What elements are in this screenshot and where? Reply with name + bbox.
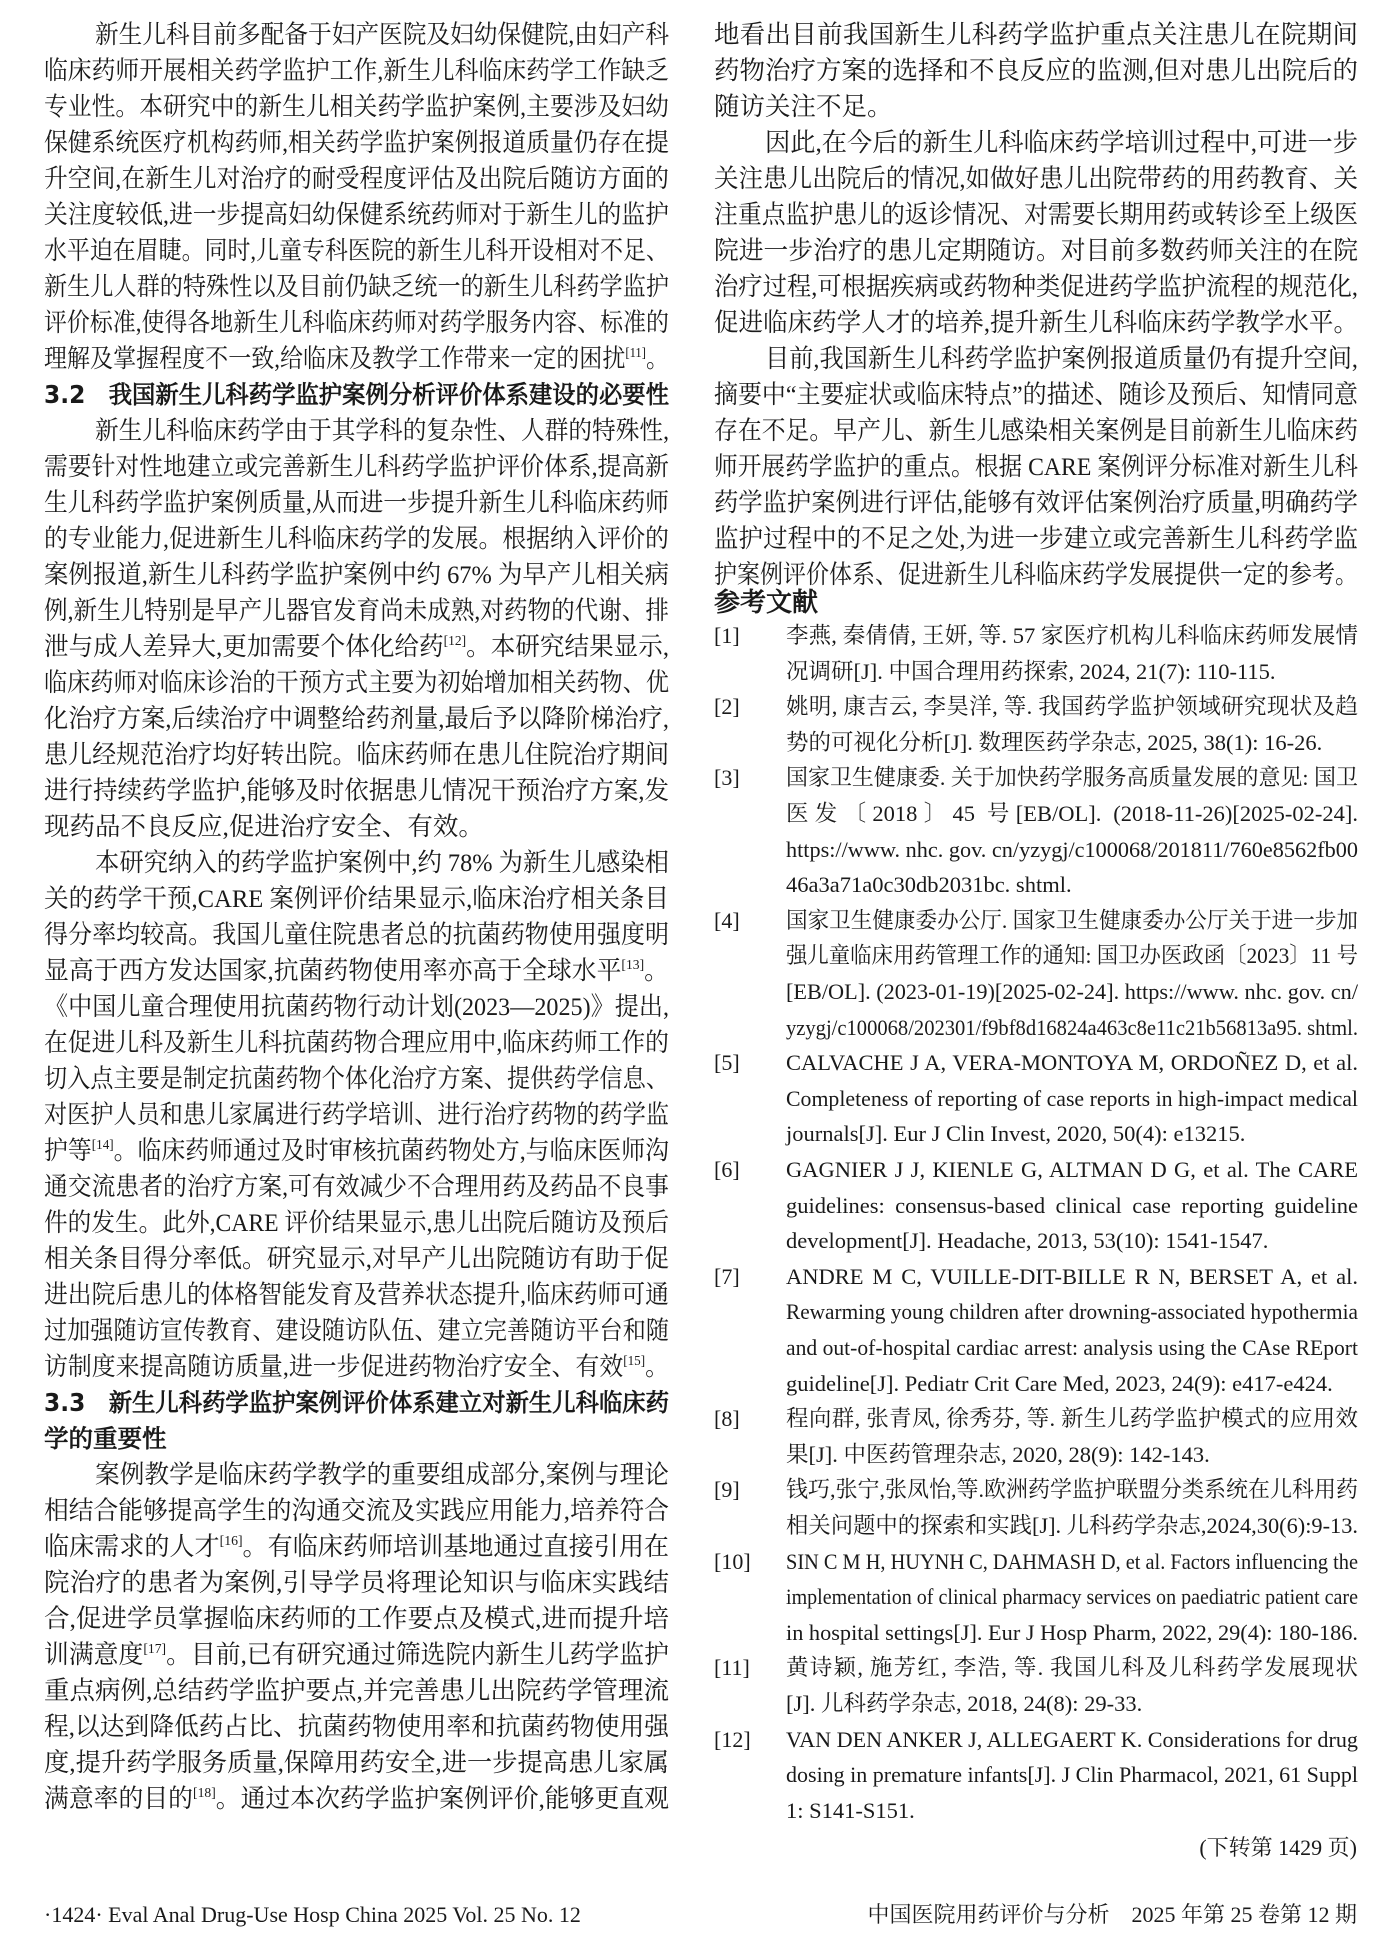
text-line [44,1745,669,1781]
reference-text-line: 相关问题中的探索和实践[J]. 儿科药学杂志,2024,30(6):9-13. [786,1513,1358,1538]
reference-text-line: GAGNIER J J, KIENLE G, ALTMAN D G, et al. The CARE [786,1157,1358,1182]
text-segment: 新生儿科临床药学由于其学科的复杂性、人群的特殊性, [95,416,669,445]
text-line [44,593,669,629]
text-line [44,341,669,377]
text-line [44,1601,669,1637]
text-line [44,1781,669,1817]
text-segment: 促进临床药学人才的培养,提升新生儿科临床药学教学水平。 [714,308,1358,337]
text-line [44,1061,669,1097]
reference-text-line: 1: S141-S151. [786,1797,915,1823]
text-line [714,485,1358,521]
text-line [714,233,1358,269]
reference-text-line: 果[J]. 中医药管理杂志, 2020, 28(9): 142-143. [786,1441,1210,1467]
text-segment: 本研究纳入的药学监护案例中,约 78% 为新生儿感染相 [95,848,669,877]
text-line [44,1241,669,1277]
text-line [714,377,1358,413]
text-segment: 护案例评价体系、促进新生儿科临床药学发展提供一定的参考。 [714,560,1358,589]
text-segment: 训满意度 [44,1640,144,1669]
text-segment: 新生儿人群的特殊性以及目前仍缺乏统一的新生儿科药学监护 [44,272,669,301]
citation-superscript: [16] [219,1534,243,1549]
reference-label: [5] [714,1050,740,1076]
reference-text-line: 势的可视化分析[J]. 数理医药学杂志, 2025, 38(1): 16-26. [786,729,1323,755]
text-segment: 关注患儿出院后的情况,如做好患儿出院带药的用药教育、关 [714,164,1358,193]
reference-label: [4] [714,907,740,933]
reference-text-line: yzygj/c100068/202301/f9bf8d16824a463c8e11c21b56813a95. shtml. [786,1014,1358,1040]
text-segment: 过加强随访宣传教育、建设随访队伍、建立完善随访平台和随 [44,1316,669,1345]
text-line [44,449,669,485]
text-segment: 得分率均较高。我国儿童住院患者总的抗菌药物使用强度明 [44,920,669,949]
text-segment: 随访关注不足。 [714,92,893,121]
text-segment: 相关条目得分率低。研究显示,对早产儿出院随访有助于促 [44,1244,669,1273]
text-line [44,1097,669,1133]
citation-superscript: [15] [623,1354,646,1369]
text-line [714,413,1358,449]
text-line [44,485,669,521]
reference-text-line: 国家卫生健康委. 关于加快药学服务高质量发展的意见: 国卫 [786,765,1358,791]
text-line [44,629,669,665]
reference-text-line: and out-of-hospital cardiac arrest: analysis using the CAse REport [786,1335,1358,1360]
continued-on-page-note: (下转第 1429 页) [1199,1835,1357,1860]
text-line [44,1025,669,1061]
text-line [44,521,669,557]
reference-text-line: implementation of clinical pharmacy services on paediatric patient care [786,1584,1358,1610]
text-segment: 护等 [44,1136,92,1165]
text-segment: 。本研究结果显示, [466,632,669,661]
text-line [95,413,669,449]
reference-text-line: 46a3a71a0c30db2031bc. shtml. [786,872,1072,898]
text-segment: 评价标准,使得各地新生儿科临床药师对药学服务内容、标准的 [44,308,669,337]
reference-label: [9] [714,1477,740,1503]
reference-text-line: 况调研[J]. 中国合理用药探索, 2024, 21(7): 110-115. [786,658,1276,684]
text-line [44,197,669,233]
text-segment: 师开展药学监护的重点。根据 CARE 案例评分标准对新生儿科 [714,452,1358,481]
text-line [714,197,1358,233]
text-segment: 药学监护案例进行评估,能够有效评估案例治疗质量,明确药学 [714,488,1358,517]
text-line [714,269,1358,305]
reference-label: [10] [714,1548,751,1574]
reference-label: [12] [714,1726,751,1752]
text-segment: 监护过程中的不足之处,为进一步建立或完善新生儿科药学监 [714,524,1358,553]
text-segment: 切入点主要是制定抗菌药物个体化治疗方案、提供药学信息、 [44,1064,669,1093]
text-line [44,1637,669,1673]
text-line [765,341,1358,377]
text-line [714,89,1358,125]
text-segment: 注重点监护患儿的返诊情况、对需要长期用药或转诊至上级医 [714,200,1358,229]
text-segment: 地看出目前我国新生儿科药学监护重点关注患儿在院期间 [714,20,1358,49]
text-segment: 院治疗的患者为案例,引导学员将理论知识与临床实践结 [44,1568,669,1597]
text-segment: 现药品不良反应,促进治疗安全、有效。 [44,812,484,841]
text-segment: 。 [645,344,669,373]
text-line [95,845,669,881]
reference-text-line: 姚明, 康吉云, 李昊洋, 等. 我国药学监护领域研究现状及趋 [786,694,1358,720]
text-line [44,809,669,845]
text-segment: 理解及掌握程度不一致,给临床及教学工作带来一定的困扰 [44,344,626,373]
text-segment: 摘要中“主要症状或临床特点”的描述、随诊及预后、知情同意 [714,380,1358,409]
reference-text-line: 黄诗颖, 施芳红, 李浩, 等. 我国儿科及儿科药学发展现状 [786,1655,1358,1681]
reference-text-line: dosing in premature infants[J]. J Clin Pharmacol, 2021, 61 Suppl [786,1762,1358,1788]
text-line [44,53,669,89]
text-line [714,449,1358,485]
reference-text-line: SIN C M H, HUYNH C, DAHMASH D, et al. Factors influencing the [786,1548,1358,1574]
text-line [44,1313,669,1349]
text-line [714,53,1358,89]
text-line [44,1529,669,1565]
text-segment: 临床药师开展相关药学监护工作,新生儿科临床药学工作缺乏 [44,56,669,85]
reference-text-line: 强儿童临床用药管理工作的通知: 国卫办医政函〔2023〕11 号 [786,943,1358,969]
text-segment: 专业性。本研究中的新生儿相关药学监护案例,主要涉及妇幼 [44,92,669,121]
text-line [44,989,669,1025]
reference-text-line: 医发〔2018〕45 号[EB/OL]. (2018-11-26)[2025-02-24]. [786,801,1358,826]
reference-label: [11] [714,1655,750,1681]
text-line [44,1673,669,1709]
text-line [44,233,669,269]
references-heading: 参考文献 [714,588,819,618]
text-segment: 程,以达到降低药占比、抗菌药物使用率和抗菌药物使用强 [44,1712,669,1741]
reference-text-line: guidelines: consensus-based clinical case reporting guideline [786,1192,1358,1218]
text-segment: 访制度来提高随访质量,进一步促进药物治疗安全、有效 [44,1352,624,1381]
text-line [714,305,1358,341]
text-segment: 泄与成人差异大,更加需要个体化给药 [44,632,444,661]
reference-label: [2] [714,694,740,720]
text-segment: 合,促进学员掌握临床药师的工作要点及模式,进而提升培 [44,1604,669,1633]
text-segment: 的专业能力,促进新生儿科临床药学的发展。根据纳入评价的 [44,524,669,553]
text-segment: 案例报道,新生儿科药学监护案例中约 67% 为早产儿相关病 [44,560,669,589]
text-segment: 。有临床药师培训基地通过直接引用在 [242,1532,669,1561]
reference-text-line: 国家卫生健康委办公厅. 国家卫生健康委办公厅关于进一步加 [786,907,1358,933]
text-segment: 保健系统医疗机构药师,相关药学监护案例报道质量仍存在提 [44,128,669,157]
reference-label: [8] [714,1406,740,1432]
text-segment: 对医护人员和患儿家属进行药学培训、进行治疗药物的药学监 [44,1100,669,1129]
text-line [44,269,669,305]
text-segment: 。临床药师通过及时审核抗菌药物处方,与临床医师沟 [113,1136,670,1165]
text-line [44,125,669,161]
reference-text-line: 程向群, 张青凤, 徐秀芬, 等. 新生儿药学监护模式的应用效 [786,1406,1358,1432]
text-line [714,17,1358,53]
text-segment: 学的重要性 [44,1424,167,1453]
text-segment: 院进一步治疗的患儿定期随访。对目前多数药师关注的在院 [714,236,1358,265]
text-segment: 目前,我国新生儿科药学监护案例报道质量仍有提升空间, [765,344,1358,373]
text-segment: 度,提升药学服务质量,保障用药安全,进一步提高患儿家属 [44,1748,669,1777]
text-line [44,701,669,737]
text-line [44,1349,669,1385]
citation-superscript: [18] [193,1786,216,1801]
text-segment: 升空间,在新生儿对治疗的耐受程度评估及出院后随访方面的 [44,164,669,193]
text-line [44,1277,669,1313]
text-segment: 进出院后患儿的体格智能发育及营养状态提升,临床药师可通 [44,1280,669,1309]
reference-text-line: CALVACHE J A, VERA-MONTOYA M, ORDOÑEZ D, et al. [786,1050,1358,1076]
text-line [44,1205,669,1241]
text-segment: 。通过本次药学监护案例评价,能够更直观 [215,1784,669,1813]
text-line [44,1169,669,1205]
text-segment: 临床药师对临床诊治的干预方式主要为初始增加相关药物、优 [44,668,669,697]
text-segment: 需要针对性地建立或完善新生儿科药学监护评价体系,提高新 [44,452,669,481]
text-line [44,557,669,593]
text-segment: 生儿科药学监护案例质量,从而进一步提升新生儿科临床药师 [44,488,669,517]
text-line [44,1565,669,1601]
text-segment: 相结合能够提高学生的沟通交流及实践应用能力,培养符合 [44,1496,669,1525]
text-segment: 《中国儿童合理使用抗菌药物行动计划(2023—2025)》提出, [44,992,669,1021]
text-line [44,1385,669,1421]
text-segment: 新生儿科目前多配备于妇产医院及妇幼保健院,由妇产科 [95,20,669,49]
reference-text-line: development[J]. Headache, 2013, 53(10): 1541-1547. [786,1228,1269,1254]
footer-journal-title: 中国医院用药评价与分析 2025 年第 25 卷第 12 期 [867,1902,1357,1927]
text-segment: 3.3 新生儿科药学监护案例评价体系建立对新生儿科临床药 [44,1388,669,1417]
text-segment: 存在不足。早产儿、新生儿感染相关案例是目前新生儿临床药 [714,416,1358,445]
text-line [44,89,669,125]
text-line [714,521,1358,557]
text-line [44,953,669,989]
reference-text-line: ANDRE M C, VUILLE-DIT-BILLE R N, BERSET A, et al. [786,1263,1358,1289]
text-line [714,161,1358,197]
text-line [95,1457,669,1493]
text-segment: 重点病例,总结药学监护要点,并完善患儿出院药学管理流 [44,1676,669,1705]
reference-text-line: Rewarming young children after drowning-associated hypothermia [786,1299,1358,1325]
text-line [44,917,669,953]
reference-text-line: 李燕, 秦倩倩, 王妍, 等. 57 家医疗机构儿科临床药师发展情 [786,623,1358,648]
reference-text-line: guideline[J]. Pediatr Crit Care Med, 2023, 24(9): e417-e424. [786,1370,1333,1396]
text-line [95,17,669,53]
reference-text-line: [EB/OL]. (2023-01-19)[2025-02-24]. https://www. nhc. gov. cn/ [786,979,1358,1004]
text-segment: 水平迫在眉睫。同时,儿童专科医院的新生儿科开设相对不足、 [44,236,669,265]
text-segment: 3.2 我国新生儿科药学监护案例分析评价体系建设的必要性 [44,380,669,409]
text-segment: 进行持续药学监护,能够及时依据患儿情况干预治疗方案,发 [44,776,669,805]
text-line [44,773,669,809]
text-line [44,1709,669,1745]
text-segment: 在促进儿科及新生儿科抗菌药物合理应用中,临床药师工作的 [44,1028,669,1057]
reference-text-line: in hospital settings[J]. Eur J Hosp Pharm, 2022, 29(4): 180-186. [786,1619,1358,1645]
text-segment: 满意率的目的 [44,1784,194,1813]
reference-label: [3] [714,765,740,791]
text-segment: 通交流患者的治疗方案,可有效减少不合理用药及药品不良事 [44,1172,669,1201]
reference-text-line: https://www. nhc. gov. cn/yzygj/c100068/201811/760e8562fb00 [786,836,1358,862]
text-segment: 。目前,已有研究通过筛选院内新生儿药学监护 [166,1640,669,1669]
text-line [44,665,669,701]
text-line [44,1493,669,1529]
reference-label: [1] [714,623,740,648]
reference-label: [7] [714,1263,740,1289]
citation-superscript: [11] [625,346,646,361]
citation-superscript: [17] [143,1642,167,1657]
text-segment: 关的药学干预,CARE 案例评价结果显示,临床治疗相关条目 [44,884,669,913]
citation-superscript: [14] [91,1138,114,1153]
reference-text-line: journals[J]. Eur J Clin Invest, 2020, 50(4): e13215. [786,1121,1246,1147]
text-segment: 显高于西方发达国家,抗菌药物使用率亦高于全球水平 [44,956,622,985]
citation-superscript: [13] [621,958,645,973]
text-line [44,1133,669,1169]
text-line [44,377,669,413]
reference-text-line: [J]. 儿科药学杂志, 2018, 24(8): 29-33. [786,1691,1143,1716]
text-segment: 案例教学是临床药学教学的重要组成部分,案例与理论 [95,1460,669,1489]
text-segment: 因此,在今后的新生儿科临床药学培训过程中,可进一步 [765,128,1358,157]
text-line [44,161,669,197]
reference-label: [6] [714,1157,740,1182]
text-segment: 药物治疗方案的选择和不良反应的监测,但对患儿出院后的 [714,56,1358,85]
text-segment: 患儿经规范治疗均好转出院。临床药师在患儿住院治疗期间 [44,740,669,769]
text-segment: 化治疗方案,后续治疗中调整给药剂量,最后予以降阶梯治疗, [44,704,669,733]
reference-text-line: 钱巧,张宁,张凤怡,等.欧洲药学监护联盟分类系统在儿科用药 [786,1477,1358,1503]
text-segment: 。 [645,1352,669,1381]
text-segment: 件的发生。此外,CARE 评价结果显示,患儿出院后随访及预后 [44,1208,669,1237]
footer-journal-citation: ·1424· Eval Anal Drug-Use Hosp China 2025 Vol. 25 No. 12 [44,1902,581,1927]
text-line [44,881,669,917]
text-line [44,737,669,773]
reference-text-line: Completeness of reporting of case reports in high-impact medical [786,1085,1358,1111]
citation-superscript: [12] [443,634,467,649]
text-segment: 例,新生儿特别是早产儿器官发育尚未成熟,对药物的代谢、排 [44,596,669,625]
text-segment: 治疗过程,可根据疾病或药物种类促进药学监护流程的规范化, [714,272,1358,301]
reference-text-line: VAN DEN ANKER J, ALLEGAERT K. Considerations for drug [786,1726,1358,1752]
text-segment: 关注度较低,进一步提高妇幼保健系统药师对于新生儿的监护 [44,200,669,229]
text-line [44,305,669,341]
text-segment: 。 [644,956,669,985]
text-segment: 临床需求的人才 [44,1532,220,1561]
text-line [765,125,1358,161]
text-line [44,1421,669,1457]
